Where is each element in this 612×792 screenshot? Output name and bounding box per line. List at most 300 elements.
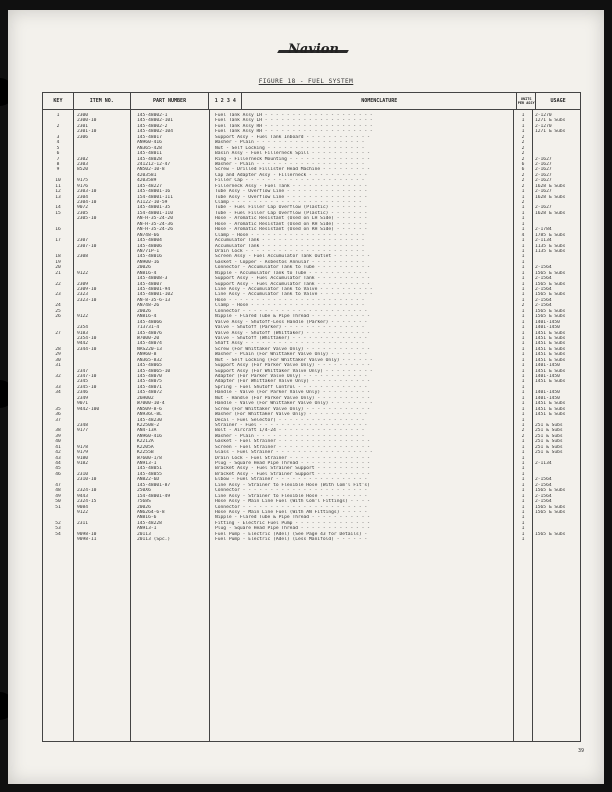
cell-nomenclature: Fuel Tank Assy RH - - - - - - - - - - - - - - - - - - - -	[215, 129, 373, 135]
cell-units: 1	[521, 238, 525, 244]
cell-units: 1	[521, 450, 525, 456]
cell-part-number: 145-48070	[137, 374, 162, 379]
cell-usage: 2-1564	[535, 477, 552, 483]
cell-item-no: 9178	[77, 444, 89, 450]
cell-nomenclature: Line Assy - Strainer to Flexible Hose (With Com'l Fit's)	[215, 482, 370, 488]
cell-nomenclature: Shaft Assy - - - - - - - - - - - - - - - - - - - - - -	[215, 341, 365, 347]
cell-nomenclature: Tube - Fuel Filler Cap Overflow (Plastic) - - - - - - -	[215, 210, 368, 216]
cell-item-no: 2309	[77, 281, 89, 287]
cell-units: 1	[521, 455, 525, 461]
cell-part-number: 145-48065	[137, 363, 162, 369]
cell-part-number: 154-48001-111	[137, 194, 173, 200]
cell-item-no: 2354	[77, 325, 89, 331]
cell-nomenclature: Support Assy - Fuel Tank Inboard - - - - - - - - - - - -	[215, 134, 370, 140]
cell-units: 1	[521, 537, 525, 543]
cell-nomenclature: Decal - Fuel Selector) - - - - - - - - - - - - - - - -	[215, 417, 365, 423]
cell-item-no: 2305	[77, 210, 89, 216]
cell-part-number: 145-48075	[137, 379, 162, 385]
cell-units: 1	[521, 357, 525, 363]
cell-key: 11	[55, 183, 61, 189]
cell-item-no: 2344-10	[77, 346, 97, 352]
cell-item-no: 2303	[77, 161, 89, 167]
cell-nomenclature: Screw (For Whittaker Valve Only) - - - - - - - - - - - -	[215, 406, 370, 412]
cell-nomenclature: Screen Assy - Fuel Accumulator Tank Outlet - - - - - - -	[215, 254, 370, 260]
cell-part-number: 26H002	[137, 395, 154, 401]
cell-part-number: 145-48008-3	[137, 276, 168, 282]
cell-nomenclature: Spring - Fuel Shutoff Control - - - - - - - - - - - - -	[215, 384, 368, 390]
cell-usage: 1565 & Subs	[535, 531, 566, 537]
cell-nomenclature: Support Assy - Fuel Accumulator Tank - - - - - - - - - -	[215, 276, 370, 282]
cell-item-no: 2311	[77, 520, 89, 526]
cell-usage: 2-1627	[535, 167, 552, 173]
cell-units: 1	[521, 466, 525, 472]
cell-units: 1	[521, 270, 525, 276]
cell-key: 52	[55, 520, 61, 526]
cell-usage: 2-1627	[535, 172, 552, 178]
cell-units: 1	[521, 482, 525, 488]
cell-units: 4	[521, 232, 525, 238]
cell-usage: 1401-1450	[535, 374, 560, 379]
cell-units: 1	[521, 319, 525, 325]
cell-units: 2	[521, 134, 525, 140]
cell-part-number: 145-48051	[137, 466, 162, 472]
cell-units: 1	[521, 113, 525, 118]
cell-item-no: 2324-15	[77, 499, 97, 505]
cell-units: 1	[521, 444, 525, 450]
cell-units: 1	[521, 216, 525, 222]
cell-part-number: AN771P-1	[137, 248, 160, 254]
cell-usage: 1565 & Subs	[535, 281, 566, 287]
cell-nomenclature: Clamp - - - - - - - - - - - - - - - - - - - - - - - -	[215, 200, 362, 205]
cell-units: 1	[521, 325, 525, 331]
cell-units: 1	[521, 363, 525, 369]
cell-nomenclature: Elbow - Fuel Strainer - - - - - - - - - - - - - - - - -	[215, 477, 368, 483]
cell-part-number: 4203581	[137, 172, 157, 178]
cell-key: 7	[56, 156, 60, 162]
cell-part-number: AN960-416	[137, 433, 162, 439]
cell-part-number: 145-48004	[137, 238, 162, 244]
cell-key: 45	[55, 466, 61, 472]
cell-usage: 2-1564	[535, 303, 552, 309]
cell-key: 33	[55, 384, 61, 390]
cell-nomenclature: Washer (For Whittaker Valve Only) - - - - - - - - - - -	[215, 412, 368, 418]
cell-units: 1	[521, 461, 525, 466]
cell-part-number: K22508-2	[137, 422, 160, 428]
cell-key: 48	[55, 488, 61, 494]
cell-units: 2	[521, 303, 525, 309]
cell-units: 1	[521, 422, 525, 428]
cell-nomenclature: Clamp - Hose - - - - - - - - - - - - - - - - - - - - -	[215, 303, 365, 309]
cell-usage: 2-1134	[535, 238, 552, 244]
cell-units: 1	[521, 276, 525, 282]
cell-units: 1	[521, 189, 525, 195]
cell-usage: 1565 & Subs	[535, 314, 566, 320]
cell-item-no: 9182	[77, 461, 89, 466]
cell-part-number: 145-48001-16	[137, 189, 171, 195]
cell-item-no: 2300-10	[77, 118, 97, 124]
cell-part-number: 145-48230	[137, 417, 162, 423]
cell-nomenclature: Tube Assy - Overflow Line - - - - - - - - - - - - - - -	[215, 194, 368, 200]
cell-item-no: 2346	[77, 390, 89, 396]
cell-key: 1	[56, 113, 60, 118]
cell-key: 36	[55, 412, 61, 418]
cell-key: 41	[55, 444, 61, 450]
cell-key: 12	[55, 189, 61, 195]
cell-key: 43	[55, 455, 61, 461]
cell-units: 1	[521, 243, 525, 249]
cell-usage: 1565 & Subs	[535, 270, 566, 276]
cell-part-number: 145-48028	[137, 156, 162, 162]
cell-item-no: 2300	[77, 113, 89, 118]
cell-units: 1	[521, 194, 525, 200]
cell-units: 1	[521, 493, 525, 499]
cell-units: 1	[521, 412, 525, 418]
cell-item-no: 9176	[77, 183, 89, 189]
cell-usage: 2-1627	[535, 156, 552, 162]
cell-nomenclature: Screw - Drilled Fillister Head Machine - - - - - - - - -	[215, 167, 370, 173]
cell-nomenclature: Washer - Plain - - - - - - - - - - - - - - - - - - - -	[215, 433, 365, 439]
cell-key: 10	[55, 178, 61, 184]
cell-part-number: 713731-4	[137, 325, 160, 331]
cell-part-number: AN816-4	[137, 314, 157, 320]
cell-part-number: 145-48001-102	[137, 292, 173, 298]
cell-nomenclature: Fuel Pump - Electric (Adel) (Less Manifold) - - - - - -	[215, 537, 368, 543]
cell-nomenclature: Ring - Fillerneck Mounting - - - - - - - - - - - - - - -	[215, 156, 370, 162]
cell-part-number: AN900-16	[137, 259, 160, 265]
cell-part-number: 145-48076	[137, 330, 162, 336]
cell-part-number: AN-8-35-6-13	[137, 297, 171, 303]
cell-nomenclature: Valve - Shutoff (Whittaker) - - - - - - - - - - - - - -	[215, 335, 368, 341]
header-usage: USAGE	[550, 98, 566, 104]
cell-nomenclature: Bolt - Aircraft 1/4-24 - - - - - - - - - - - - - - - -	[215, 428, 365, 434]
cell-part-number: AN365-428	[137, 145, 162, 151]
cell-usage: 1785 & Subs	[535, 232, 566, 238]
cell-units: 1	[521, 210, 525, 216]
cell-key: 31	[55, 363, 61, 369]
cell-part-number: AN960-416	[137, 140, 162, 146]
cell-usage: 1451 & Subs	[535, 335, 566, 341]
cell-key: 46	[55, 471, 61, 477]
cell-usage: 1565 & Subs	[535, 308, 566, 314]
cell-key: 42	[55, 450, 61, 456]
cell-usage: 1565 & Subs	[535, 509, 566, 515]
cell-nomenclature: Plug - Square Head Pipe Thread - - - - - - - - - - - - -	[215, 461, 370, 466]
cell-nomenclature: Drain Cock - Fuel Strainer - - - - - - - - - - - - - - -	[215, 455, 370, 461]
cell-part-number: 145-48001-87	[137, 482, 171, 488]
cell-units: 2	[521, 428, 525, 434]
cell-usage: 2-1564	[535, 482, 552, 488]
cell-nomenclature: Nut - Handle (For Parker Valve Only) - - - - - - - - - -	[215, 395, 370, 401]
cell-nomenclature: Fillerneck Assy - Fuel Tank - - - - - - - - - - - - - -	[215, 183, 368, 189]
cell-part-number: AN913-1	[137, 526, 157, 532]
cell-units: 1	[521, 509, 525, 515]
cell-usage: 2-1627	[535, 178, 552, 184]
cell-usage: 2-1134	[535, 461, 552, 466]
cell-nomenclature: Drain Cock - - - - - - - - - - - - - - - - - - - - - -	[215, 248, 365, 254]
cell-nomenclature: Strainer - Fuel - - - - - - - - - - - - - - - - - - - -	[215, 422, 368, 428]
cell-part-number: 145-48002-1	[137, 113, 168, 118]
cell-part-number: AN502-10-8	[137, 167, 165, 173]
cell-item-no: 9071	[77, 401, 89, 407]
cell-units: 1	[521, 129, 525, 135]
cell-nomenclature: Handle - Valve (For Whittaker Valve Only) - - - - - - - -	[215, 401, 373, 407]
cell-part-number: 20113	[137, 531, 151, 537]
cell-units: 1	[521, 205, 525, 211]
cell-nomenclature: Tube Assy - Overflow Line - - - - - - - - - - - - - - -	[215, 189, 368, 195]
cell-key: 35	[55, 406, 61, 412]
cell-key: 17	[55, 238, 61, 244]
cell-usage: 1565 & Subs	[535, 504, 566, 510]
cell-units: 1	[521, 330, 525, 336]
cell-nomenclature: Plug - Square Head Pipe Thread - - - - - - - - - - - - -	[215, 526, 370, 532]
cell-part-number: K2205A	[137, 444, 154, 450]
cell-part-number: W7600-1/8	[137, 455, 162, 461]
cell-nomenclature: Accumulator Tank - - - - - - - - - - - - - - - - - - -	[215, 243, 365, 249]
cell-part-number: 154-48001-110	[137, 210, 173, 216]
cell-nomenclature: Gasket - Copper - Asbestos Annular - - - - - - - - - -	[215, 259, 365, 265]
cell-key: 38	[55, 428, 61, 434]
cell-nomenclature: Line Assy - Accumulator Tank to Valve - - - - - - - - - -	[215, 292, 373, 298]
cell-units: 1	[521, 531, 525, 537]
cell-key: 25	[55, 308, 61, 314]
cell-units: 1	[521, 374, 525, 379]
cell-units: 1	[521, 526, 525, 532]
cell-usage: 1271 & Subs	[535, 118, 566, 124]
cell-units: 2	[521, 140, 525, 146]
cell-nomenclature: Bracket Assy - Fuel Strainer Support - - - - - - - - - -	[215, 466, 370, 472]
cell-part-number: AN816-4	[137, 270, 157, 276]
cell-part-number: K2212A	[137, 439, 154, 445]
cell-item-no: 2323	[77, 292, 89, 298]
cell-usage: 1135 & Subs	[535, 248, 566, 254]
cell-item-no: 2349	[77, 395, 89, 401]
cell-units: 1	[521, 227, 525, 233]
cell-key: 47	[55, 482, 61, 488]
cell-item-no: 9179	[77, 450, 89, 456]
parts-table	[42, 92, 581, 742]
cell-units: 2	[521, 151, 525, 157]
cell-nomenclature: Connector - - - - - - - - - - - - - - - - - - - - - - -	[215, 308, 368, 314]
cell-key: 18	[55, 254, 61, 260]
cell-nomenclature: Washer - Plain - - - - - - - - - - - - - - - - - - - -	[215, 140, 365, 146]
table-header	[43, 93, 580, 110]
cell-units: 6	[521, 167, 525, 173]
cell-units: 1	[521, 395, 525, 401]
cell-item-no: 2304	[77, 194, 89, 200]
cell-units: 2	[521, 172, 525, 178]
cell-part-number: 145-48002-104	[137, 129, 173, 135]
cell-item-no: 2347	[77, 368, 89, 374]
cell-nomenclature: Support Assy - Fuel Accumulator Tank - - - - - - - - - -	[215, 281, 370, 287]
cell-nomenclature: Valve Assy - Shutoff (Whittaker) - - - - - - - - - - - -	[215, 330, 370, 336]
cell-units: 1	[521, 123, 525, 129]
cell-units: 1	[521, 265, 525, 271]
cell-part-number: 20113 (Spc.)	[137, 537, 171, 543]
cell-key: 4	[56, 140, 60, 146]
cell-part-number: 7568S	[137, 499, 151, 505]
cell-usage: 2-1270	[535, 123, 552, 129]
cell-part-number: 145-48055	[137, 471, 162, 477]
cell-usage: 1451 & Subs	[535, 352, 566, 358]
cell-item-no: 2303-10	[77, 189, 97, 195]
cell-units: 1	[521, 499, 525, 505]
cell-key: 16	[55, 227, 61, 233]
cell-usage: 2-1564	[535, 499, 552, 505]
cell-item-no: 2309-10	[77, 287, 97, 292]
cell-key: 29	[55, 352, 61, 358]
cell-nomenclature: Filler Cap - - - - - - - - - - - - - - - - - - - - - -	[215, 178, 365, 184]
cell-usage: 2-1564	[535, 265, 552, 271]
cell-part-number: 145-48002-2	[137, 123, 168, 129]
cell-nomenclature: Support Assy (For Whittaker Valve Only) - - - - - - - - -	[215, 368, 373, 374]
cell-key: 8	[56, 161, 60, 167]
cell-key: 27	[55, 330, 61, 336]
cell-part-number: 154-48001-49	[137, 493, 171, 499]
cell-usage: 2-1270	[535, 113, 552, 118]
cell-item-no: 9084	[77, 504, 89, 510]
cell-part-number: AN-H-35-24-26	[137, 227, 173, 233]
cell-part-number: K2255B	[137, 450, 154, 456]
cell-key: 32	[55, 374, 61, 379]
cell-nomenclature: Adapter (For Whittaker Valve Only) - - - - - - - - - - -	[215, 379, 370, 385]
cell-key: 23	[55, 292, 61, 298]
header-key: KEY	[43, 93, 74, 109]
cell-item-no: 9072	[77, 205, 89, 211]
cell-usage: 1451 & Subs	[535, 406, 566, 412]
cell-usage: 2-1627	[535, 161, 552, 167]
cell-nomenclature: Glass - Fuel Strainer - - - - - - - - - - - - - - - - - -	[215, 450, 373, 456]
cell-usage: 1401-1450	[535, 395, 560, 401]
cell-part-number: 145-48074	[137, 341, 162, 347]
cell-nomenclature: Clamp - Hose - - - - - - - - - - - - - - - - - - - - -	[215, 232, 365, 238]
cell-units: 1	[521, 417, 525, 423]
cell-units: 1	[521, 515, 525, 521]
cell-key: 39	[55, 433, 61, 439]
cell-units: 1	[521, 401, 525, 407]
cell-units: 1	[521, 335, 525, 341]
cell-nomenclature: Screen - Fuel Strainer - - - - - - - - - - - - - - - - -	[215, 444, 370, 450]
navion-logo	[270, 40, 356, 64]
cell-usage: 251 & Subs	[535, 428, 563, 434]
cell-part-number: 250X6	[137, 488, 151, 494]
cell-key: 15	[55, 210, 61, 216]
cell-nomenclature: Fuel Pump - Electric (Adel) (See Page 43 for Details) -	[215, 531, 368, 537]
cell-usage: 1401-1450	[535, 390, 560, 396]
cell-key: 49	[55, 493, 61, 499]
cell-part-number: 145-48007	[137, 281, 162, 287]
cell-item-no: 2345-10	[77, 384, 97, 390]
cell-item-no: 9177	[77, 428, 89, 434]
header-item: ITEM NO.	[74, 93, 131, 109]
cell-units: 2	[521, 183, 525, 189]
cell-units: 1	[521, 488, 525, 494]
cell-units: 2	[521, 433, 525, 439]
cell-usage: 1451 & Subs	[535, 357, 566, 363]
cell-key: 2	[56, 123, 60, 129]
cell-item-no: 8520	[77, 167, 89, 173]
cell-item-no: 9122	[77, 314, 89, 320]
cell-nomenclature: Fitting - Electric Fuel Pump - - - - - - - - - - - - - -	[215, 520, 370, 526]
cell-units: 1	[521, 368, 525, 374]
cell-key: 13	[55, 194, 61, 200]
cell-nomenclature: Gasket - Fuel Strainer - - - - - - - - - - - - - - - - -	[215, 439, 370, 445]
cell-nomenclature: Connector - - - - - - - - - - - - - - - - - - - - - - -	[215, 504, 368, 510]
cell-part-number: A1122-10-59	[137, 200, 168, 205]
cell-part-number: 4203589	[137, 178, 157, 184]
cell-usage: 251 & Subs	[535, 444, 563, 450]
cell-usage: 2-1627	[535, 205, 552, 211]
cell-units: 1	[521, 259, 525, 265]
cell-usage: 2-1564	[535, 276, 552, 282]
cell-item-no: 2304-10	[77, 200, 97, 205]
cell-part-number: 145-48001-35	[137, 205, 171, 211]
cell-nomenclature: Bracket Assy - Fuel Strainer Support - - - - - - - - - -	[215, 471, 370, 477]
cell-usage: 1451 & Subs	[535, 379, 566, 385]
cell-part-number: 145-48011	[137, 151, 162, 157]
cell-item-no: 2354-10	[77, 335, 97, 341]
cell-units: 2	[521, 145, 525, 151]
cell-part-number: 145-48228	[137, 520, 162, 526]
cell-nomenclature: Line Assy - Accumulator Tank to Valve - - - - - - - - - -	[215, 287, 373, 292]
cell-units: 1	[521, 406, 525, 412]
cell-item-no: 9180	[77, 455, 89, 461]
cell-nomenclature: Cap and Adapter Assy - Fillerneck - - - - - - - - - - -	[215, 172, 368, 178]
cell-units: 1	[521, 477, 525, 483]
cell-part-number: 20026	[137, 265, 151, 271]
cell-units: 1	[521, 379, 525, 385]
cell-item-no: 9183	[77, 330, 89, 336]
cell-item-no: 2302	[77, 156, 89, 162]
cell-item-no: 2324-10	[77, 488, 97, 494]
cell-nomenclature: Screw (For Whittaker Valve Only) - - - - - - - - - - - -	[215, 346, 370, 352]
cell-key: 9	[56, 167, 60, 173]
cell-usage: 1628 & Subs	[535, 194, 566, 200]
cell-item-no: 9175	[77, 178, 89, 184]
cell-units: 1	[521, 254, 525, 260]
cell-units: 1	[521, 390, 525, 396]
header-levels: 1 2 3 4	[209, 93, 242, 109]
cell-nomenclature: Support Assy (For Parker Valve Only) - - - - - - - - - -	[215, 363, 370, 369]
table-row	[43, 537, 580, 542]
header-part: PART NUMBER	[131, 93, 210, 109]
cell-key: 20	[55, 265, 61, 271]
cell-units: 2	[521, 200, 525, 205]
cell-item-no: 2310	[77, 471, 89, 477]
cell-nomenclature: Fuel Tank Assy RH - - - - - - - - - - - - - - - - - - - -	[215, 123, 373, 129]
cell-units: 1	[521, 314, 525, 320]
cell-nomenclature: Hose Assy - Main Line Fuel (With AN Fittings) - - - - -	[215, 509, 368, 515]
table-body	[43, 113, 580, 543]
cell-part-number: AN-H-35-24-20	[137, 216, 173, 222]
cell-units: 1	[521, 520, 525, 526]
cell-part-number: AN365-832	[137, 357, 162, 363]
cell-key: 54	[55, 531, 61, 537]
cell-item-no: 2323-10	[77, 297, 97, 303]
document-page	[8, 10, 604, 784]
cell-item-no: 9442-100	[77, 406, 100, 412]
cell-units: 1	[521, 439, 525, 445]
cell-part-number: W7000-10-4	[137, 401, 165, 407]
cell-usage: 251 & Subs	[535, 450, 563, 456]
cell-key: 28	[55, 346, 61, 352]
cell-nomenclature: Valve Assy - Shutoff-Less Handle (Parker) - - - - - - -	[215, 319, 368, 325]
cell-nomenclature: Fuel Tank Assy LH - - - - - - - - - - - - - - - - - - - -	[215, 113, 373, 118]
cell-part-number: AN816-6	[137, 515, 157, 521]
cell-nomenclature: Line Assy - Strainer to Flexible Hose - - - - - - - - -	[215, 493, 368, 499]
cell-nomenclature: Fuel Tank Assy LH - - - - - - - - - - - - - - - - - - - -	[215, 118, 373, 124]
cell-units: 1	[521, 346, 525, 352]
cell-key: 34	[55, 390, 61, 396]
